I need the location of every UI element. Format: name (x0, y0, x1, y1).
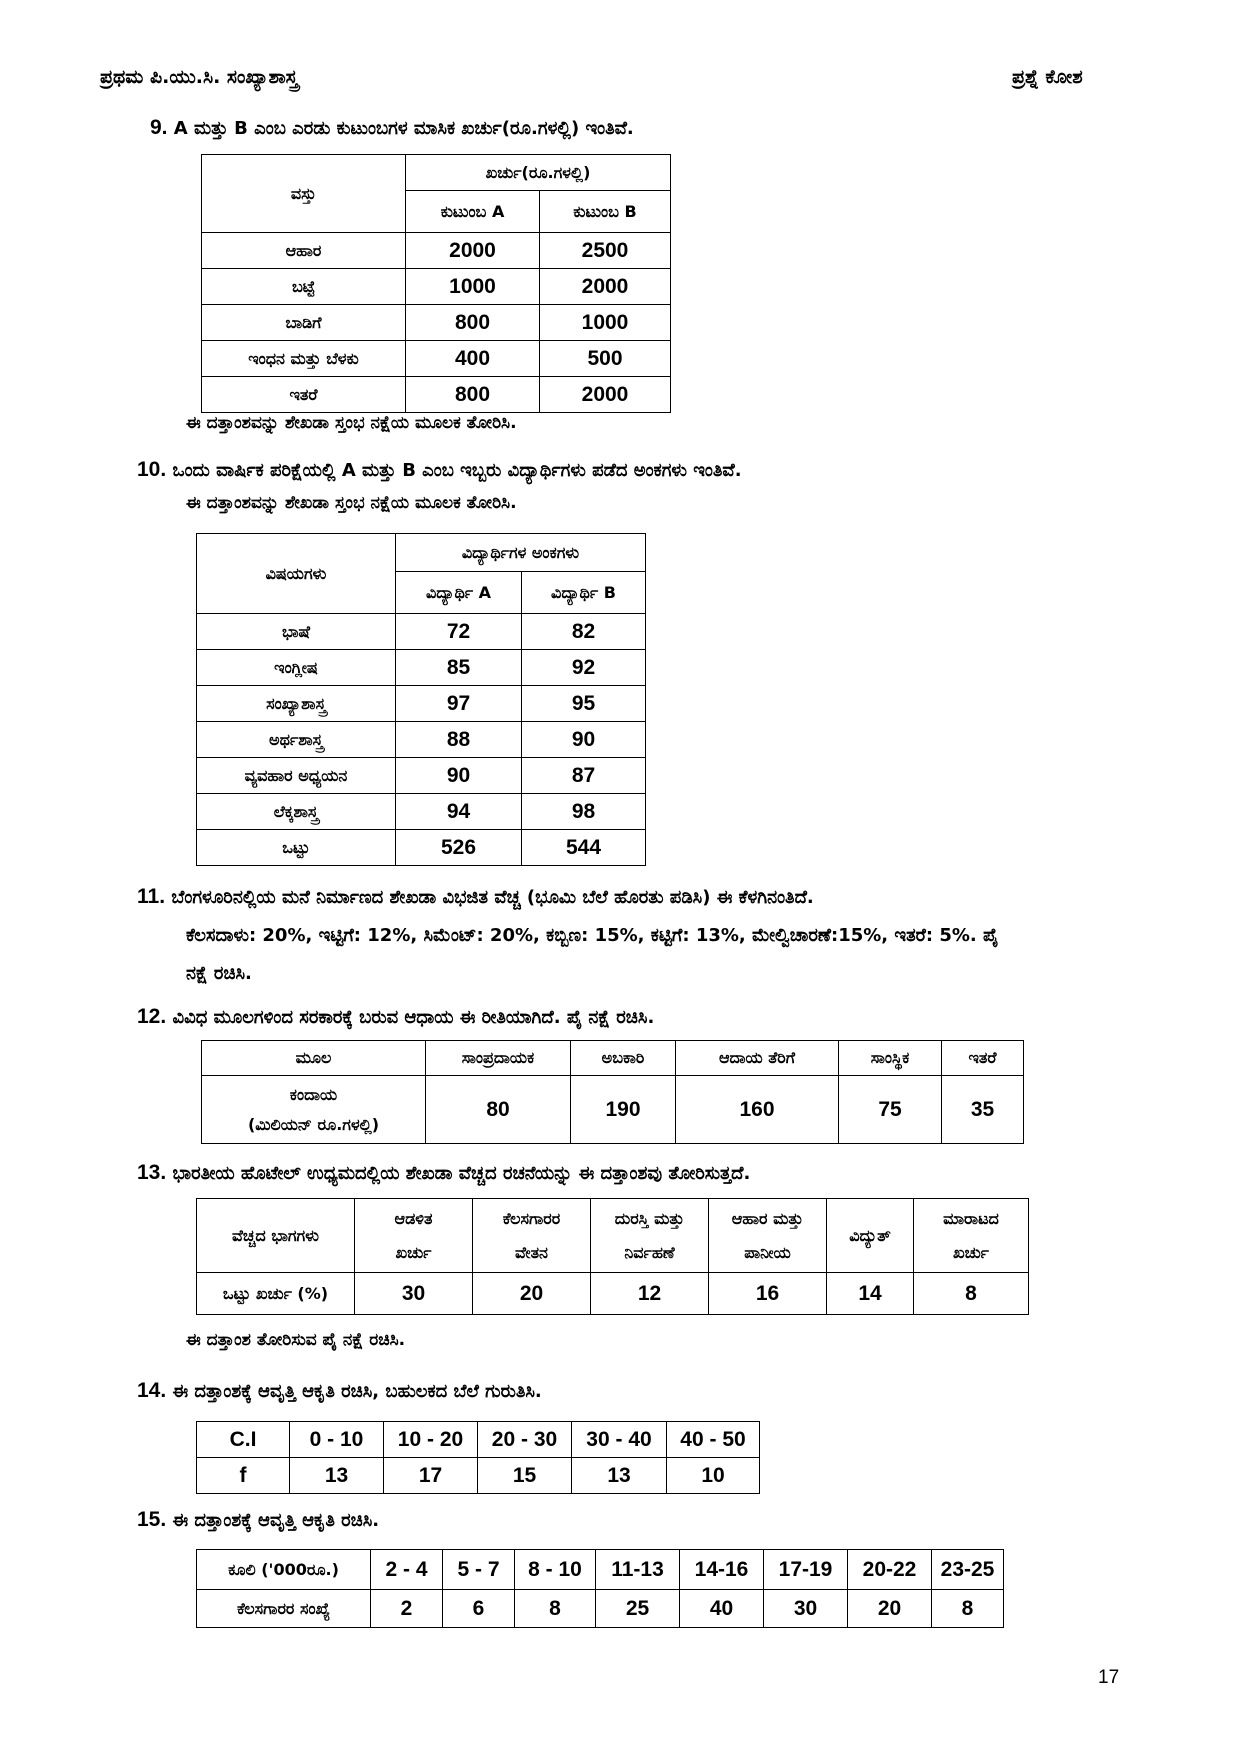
row-label-wages: ಕೂಲಿ ('000ರೂ.) (197, 1550, 371, 1590)
cell-value: 800 (406, 377, 540, 413)
label-line: ಖರ್ಚು (395, 1242, 432, 1262)
header-right-title: ಪ್ರಶ್ನೆ ಕೋಶ (1012, 66, 1083, 88)
row-label: ಭಾಷೆ (197, 614, 396, 650)
question-number: 15. (137, 1508, 167, 1531)
table-row (197, 722, 646, 758)
cell-value: 544 (522, 830, 646, 866)
cell-value: 75 (839, 1076, 942, 1144)
question-15 (137, 1508, 379, 1532)
question-text-line3: ನಕ್ಷೆ ರಚಿಸಿ. (186, 963, 252, 984)
table-row (202, 233, 671, 269)
row-label: ಬಟ್ಟೆ (202, 269, 406, 305)
cell-value: 82 (522, 614, 646, 650)
cell-value: 95 (522, 686, 646, 722)
class-cell: 20-22 (848, 1550, 932, 1590)
row-label-revenue (202, 1076, 426, 1144)
label-line: ದುರಸ್ತಿ ಮತ್ತು (614, 1208, 685, 1228)
label-line: ಕೆಲಸಗಾರರ (502, 1208, 561, 1228)
class-cell: 30 - 40 (572, 1422, 667, 1458)
row-label: ಒಟ್ಟು (197, 830, 396, 866)
table-row (197, 650, 646, 686)
question-text: ಈ ದತ್ತಾಂಶಕ್ಕೆ ಆವೃತ್ತಿ ಆಕೃತಿ ರಚಿಸಿ. (172, 1510, 380, 1531)
header-student-b: ವಿದ್ಯಾರ್ಥಿ B (522, 572, 646, 614)
q13-hotel-cost-table (196, 1198, 1029, 1315)
q10-marks-table (196, 533, 646, 866)
label-line: ಕಂದಾಯ (289, 1084, 338, 1104)
row-label-class-interval: C.I (197, 1422, 290, 1458)
cell-value: 88 (396, 722, 522, 758)
freq-cell: 10 (667, 1458, 760, 1494)
row-label-cost-parts: ವೆಚ್ಚದ ಭಾಗಗಳು (197, 1199, 355, 1273)
q13-instruction: ಈ ದತ್ತಾಂಶ ತೋರಿಸುವ ಪೈ ನಕ್ಷೆ ರಚಿಸಿ. (186, 1330, 406, 1350)
class-cell: 23-25 (932, 1550, 1004, 1590)
freq-cell: 25 (596, 1590, 680, 1628)
label-line: (ಮಿಲಿಯನ್ ರೂ.ಗಳಲ್ಲಿ) (247, 1114, 380, 1134)
question-text: ಭಾರತೀಯ ಹೊಟೇಲ್ ಉಧ್ಯಮದಲ್ಲಿಯ ಶೇಖಡಾ ವೆಚ್ಚದ ರಚನೆಯನ್ನು ಈ ದತ್ತಾಂಶವು ತೋರಿಸುತ್ತದೆ. (172, 1163, 751, 1184)
cell-value: 92 (522, 650, 646, 686)
class-cell: 0 - 10 (290, 1422, 384, 1458)
label-line: ಆಹಾರ ಮತ್ತು (731, 1208, 804, 1228)
page-number: 17 (1098, 1667, 1120, 1688)
header-cell: ಆದಾಯ ತೆರಿಗೆ (676, 1041, 839, 1076)
freq-cell: 8 (515, 1590, 596, 1628)
header-family-b: ಕುಟುಂಬ B (540, 191, 671, 233)
row-label: ಅರ್ಥಶಾಸ್ತ್ರ (197, 722, 396, 758)
cell-value: 72 (396, 614, 522, 650)
question-text: A ಮತ್ತು B ಎಂಬ ಎರಡು ಕುಟುಂಬಗಳ ಮಾಸಿಕ ಖರ್ಚು(ರೂ.ಗಳಲ್ಲಿ) ಇಂತಿವೆ. (173, 118, 634, 139)
header-cell: ಅಬಕಾರಿ (571, 1041, 676, 1076)
header-expenditure: ಖರ್ಚು(ರೂ.ಗಳಲ್ಲಿ) (406, 155, 671, 191)
question-10 (137, 458, 742, 482)
class-cell: 2 - 4 (371, 1550, 443, 1590)
q9-expenditure-table (201, 154, 671, 413)
class-cell: 17-19 (764, 1550, 848, 1590)
label-line: ವಿದ್ಯುತ್ (849, 1225, 891, 1245)
question-text-line1: ಬೆಂಗಳೂರಿನಲ್ಲಿಯ ಮನೆ ನಿರ್ಮಾಣದ ಶೇಖಡಾ ವಿಭಜಿತ ವೆಚ್ಚ (ಭೂಮಿ ಬೆಲೆ ಹೊರತು ಪಡಿಸಿ) ಈ ಕೆಳಗಿನಂತಿದೆ. (171, 887, 814, 908)
cell-value: 90 (396, 758, 522, 794)
row-label: ವ್ಯವಹಾರ ಅಧ್ಯಯನ (197, 758, 396, 794)
question-number: 9. (150, 116, 168, 139)
freq-cell: 13 (290, 1458, 384, 1494)
cell-value: 97 (396, 686, 522, 722)
question-11 (137, 878, 1127, 993)
table-row (197, 614, 646, 650)
class-cell: 8 - 10 (515, 1550, 596, 1590)
class-cell: 40 - 50 (667, 1422, 760, 1458)
class-cell: 14-16 (680, 1550, 764, 1590)
cell-value: 400 (406, 341, 540, 377)
question-number: 13. (137, 1161, 167, 1184)
header-cell (473, 1199, 591, 1273)
label-line: ವೇತನ (515, 1242, 548, 1262)
q9-instruction: ಈ ದತ್ತಾಂಶವನ್ನು ಶೇಖಡಾ ಸ್ತಂಭ ನಕ್ಷೆಯ ಮೂಲಕ ತೋರಿಸಿ. (186, 413, 517, 433)
label-line: ಖರ್ಚು (953, 1242, 989, 1262)
cell-value: 35 (942, 1076, 1024, 1144)
label-line: ಆಡಳಿತ (394, 1208, 433, 1228)
header-cell: ಇತರೆ (942, 1041, 1024, 1076)
row-label: ಇಂಧನ ಮತ್ತು ಬೆಳಕು (202, 341, 406, 377)
cell-value: 2000 (540, 269, 671, 305)
header-cell (591, 1199, 709, 1273)
question-text: ಒಂದು ವಾರ್ಷಿಕ ಪರಿಕ್ಷೆಯಲ್ಲಿ A ಮತ್ತು B ಎಂಬ ಇಬ್ಬರು ವಿದ್ಯಾರ್ಥಿಗಳು ಪಡೆದ ಅಂಕಗಳು ಇಂತಿವೆ. (172, 460, 742, 481)
question-number: 10. (137, 458, 167, 481)
class-cell: 10 - 20 (384, 1422, 478, 1458)
q14-frequency-table (196, 1421, 760, 1494)
cell-value: 500 (540, 341, 671, 377)
freq-cell: 30 (764, 1590, 848, 1628)
cell-value: 12 (591, 1273, 709, 1315)
row-label: ಸಂಖ್ಯಾಶಾಸ್ತ್ರ (197, 686, 396, 722)
cell-value: 14 (827, 1273, 914, 1315)
table-row (202, 341, 671, 377)
cell-value: 2500 (540, 233, 671, 269)
table-row (202, 377, 671, 413)
question-14 (137, 1379, 542, 1403)
row-label-source: ಮೂಲ (202, 1041, 426, 1076)
row-label: ಲೆಕ್ಕಶಾಸ್ತ್ರ (197, 794, 396, 830)
freq-cell: 6 (443, 1590, 515, 1628)
header-subjects: ವಿಷಯಗಳು (197, 534, 396, 614)
cell-value: 80 (426, 1076, 571, 1144)
question-text: ಈ ದತ್ತಾಂಶಕ್ಕೆ ಆವೃತ್ತಿ ಆಕೃತಿ ರಚಿಸಿ, ಬಹುಲಕದ ಬೆಲೆ ಗುರುತಿಸಿ. (172, 1381, 542, 1402)
cell-value: 90 (522, 722, 646, 758)
freq-cell: 40 (680, 1590, 764, 1628)
freq-cell: 13 (572, 1458, 667, 1494)
freq-cell: 15 (478, 1458, 572, 1494)
cell-value: 30 (355, 1273, 473, 1315)
header-cell (355, 1199, 473, 1273)
cell-value: 16 (709, 1273, 827, 1315)
table-row (197, 758, 646, 794)
class-cell: 11-13 (596, 1550, 680, 1590)
q10-instruction: ಈ ದತ್ತಾಂಶವನ್ನು ಶೇಖಡಾ ಸ್ತಂಭ ನಕ್ಷೆಯ ಮೂಲಕ ತೋರಿಸಿ. (186, 493, 517, 513)
table-row (197, 686, 646, 722)
header-cell (914, 1199, 1029, 1273)
question-12 (137, 1005, 654, 1029)
question-13 (137, 1161, 750, 1185)
header-student-a: ವಿದ್ಯಾರ್ಥಿ A (396, 572, 522, 614)
row-label: ಬಾಡಿಗೆ (202, 305, 406, 341)
table-row (202, 305, 671, 341)
question-text-line2: ಕೆಲಸದಾಳು: 20%, ಇಟ್ಟಿಗೆ: 12%, ಸಿಮೆಂಟ್: 20%, ಕಬ್ಬಿಣ: 15%, ಕಟ್ಟಿಗೆ: 13%, ಮೇಲ್ವಿಚಾರಣೆ:15%, ಇತರೆ: 5%. ಪೈ (186, 925, 999, 946)
cell-value: 190 (571, 1076, 676, 1144)
cell-value: 8 (914, 1273, 1029, 1315)
row-label: ಇತರೆ (202, 377, 406, 413)
question-9 (150, 116, 634, 140)
cell-value: 1000 (406, 269, 540, 305)
header-cell: ಸಾಂಸ್ಥಿಕ (839, 1041, 942, 1076)
row-label-total-expense: ಒಟ್ಟು ಖರ್ಚು (%) (197, 1273, 355, 1315)
cell-value: 160 (676, 1076, 839, 1144)
table-row (202, 269, 671, 305)
header-item: ವಸ್ತು (202, 155, 406, 233)
row-label: ಆಹಾರ (202, 233, 406, 269)
cell-value: 94 (396, 794, 522, 830)
cell-value: 98 (522, 794, 646, 830)
header-family-a: ಕುಟುಂಬ A (406, 191, 540, 233)
header-left-title: ಪ್ರಥಮ ಪಿ.ಯು.ಸಿ. ಸಂಖ್ಯಾಶಾಸ್ತ್ರ (100, 66, 298, 88)
cell-value: 800 (406, 305, 540, 341)
cell-value: 1000 (540, 305, 671, 341)
header-cell (709, 1199, 827, 1273)
question-number: 11. (137, 885, 166, 908)
label-line: ಮಾರಾಟದ (943, 1208, 999, 1228)
cell-value: 20 (473, 1273, 591, 1315)
header-cell (827, 1199, 914, 1273)
header-cell: ಸಾಂಪ್ರದಾಯಕ (426, 1041, 571, 1076)
class-cell: 20 - 30 (478, 1422, 572, 1458)
table-row-total (197, 830, 646, 866)
freq-cell: 2 (371, 1590, 443, 1628)
freq-cell: 20 (848, 1590, 932, 1628)
q15-wages-table (196, 1549, 1004, 1628)
cell-value: 2000 (406, 233, 540, 269)
freq-cell: 8 (932, 1590, 1004, 1628)
row-label-frequency: f (197, 1458, 290, 1494)
cell-value: 2000 (540, 377, 671, 413)
question-text: ವಿವಿಧ ಮೂಲಗಳಿಂದ ಸರಕಾರಕ್ಕೆ ಬರುವ ಆಧಾಯ ಈ ರೀತಿಯಾಗಿದೆ. ಪೈ ನಕ್ಷೆ ರಚಿಸಿ. (172, 1007, 655, 1028)
cell-value: 85 (396, 650, 522, 686)
cell-value: 87 (522, 758, 646, 794)
table-row (197, 794, 646, 830)
header-marks: ವಿದ್ಯಾರ್ಥಿಗಳ ಅಂಕಗಳು (396, 534, 646, 572)
q12-revenue-table (201, 1040, 1024, 1144)
freq-cell: 17 (384, 1458, 478, 1494)
question-number: 12. (137, 1005, 167, 1028)
cell-value: 526 (396, 830, 522, 866)
label-line: ಪಾನೀಯ (744, 1242, 791, 1262)
row-label: ಇಂಗ್ಲೀಷ (197, 650, 396, 686)
class-cell: 5 - 7 (443, 1550, 515, 1590)
label-line: ನಿರ್ವಹಣೆ (624, 1242, 675, 1262)
row-label-workers: ಕೆಲಸಗಾರರ ಸಂಖ್ಯೆ (197, 1590, 371, 1628)
question-number: 14. (137, 1379, 167, 1402)
